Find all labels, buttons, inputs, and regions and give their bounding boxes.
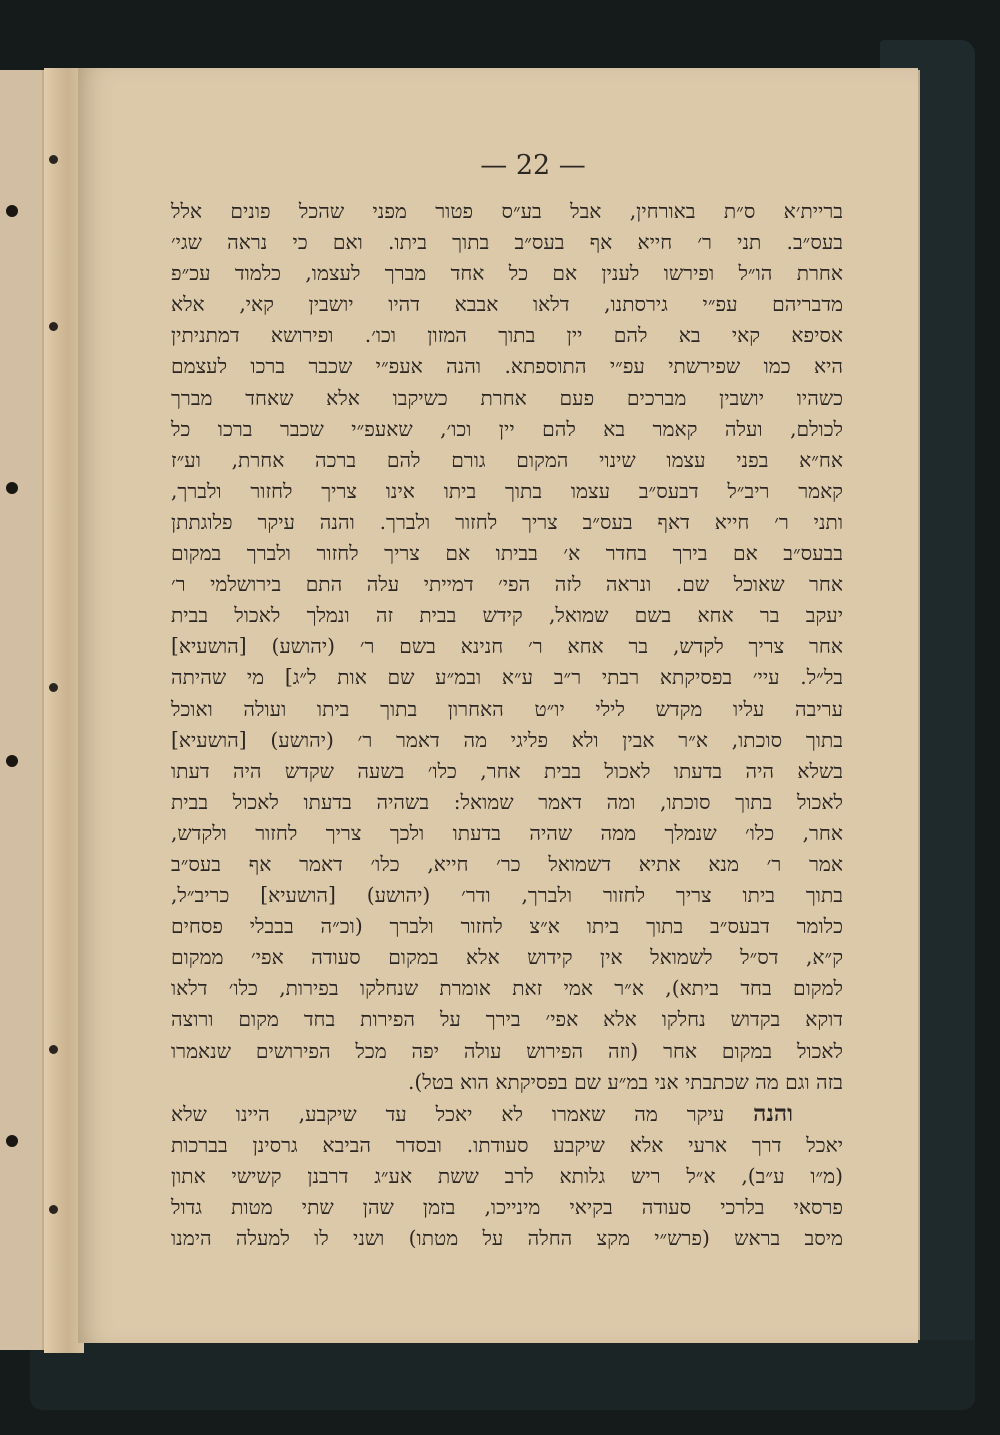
text-line: מיסב בראש (פרש״י מקצ החלה על מטתו) ושני לו למעלה הימנו [171, 1226, 843, 1251]
text-line: אח״א בפני עצמו שינוי המקום גורם להם ברכה אחרת, וע״ז [171, 447, 843, 472]
text-line: כלומר דבעס״ב בתוך ביתו א״צ לחזור ולברך (וכ״ה בבבלי פסחים [171, 914, 843, 939]
text-line: אמר ר׳ מנא אתיא דשמואל כר׳ חייא, כלו׳ דאמר אף בעס״ב [171, 851, 843, 876]
binding-stitch [49, 1045, 58, 1054]
text-line: ק״א, דס״ל לשמואל אין קידוש אלא במקום סעודה אפי׳ ממקום [171, 945, 843, 970]
paragraph-first-line [171, 1098, 843, 1130]
binding-hole [6, 205, 18, 217]
text-line: דוקא בקדוש נחלקו אלא אפי׳ בירך על הפירות בחד מקום ורוצה [171, 1007, 843, 1032]
text-line: בבעס״ב אם בירך בחדר א׳ בביתו אם צריך לחזור ולברך במקום [171, 541, 843, 566]
binding-stitch [49, 683, 58, 692]
text-line: למקום בחד ביתא), א״ר אמי זאת אומרת שנחלקו בפירות, כלו׳ דלאו [171, 976, 843, 1001]
text-line: (מ״ו ע״ב), א״ל ריש גלותא לרב ששת אע״ג דרבנן קשישי אתון [171, 1163, 843, 1188]
text-line: בתוך סוכתו, א״ר אבין ולא פליגי מה דאמר ר׳ (יהושע) [הושעיא] [171, 727, 843, 752]
binding-hole [6, 482, 18, 494]
text-line: כשהיו יושבין מברכים פעם אחרת כשיקבו אלא שאחד מברך [171, 385, 843, 410]
text-line: לאכול במקום אחר (וזה הפירוש עולה יפה מכל הפירושים שנאמרו [171, 1038, 843, 1063]
binding-hole [6, 755, 18, 767]
page-number: — 22 — [480, 150, 586, 181]
text-line: לאכול בתוך סוכתו, ומה דאמר שמואל: בשהיה בדעתו לאכול בבית [171, 789, 843, 814]
text-line: בשלא היה בדעתו לאכול בבית אחר, כלו׳ בשעה שקדש היה דעתו [171, 758, 843, 783]
text-line: בזה וגם מה שכתבתי אני במ״ע שם בפסיקתא הוא בטל). [407, 1069, 843, 1094]
text-line: מדבריהם עפ״י גירסתנו, דלאו אבבא דהיו יושבין קאי, אלא [171, 292, 843, 317]
text-line: בריית׳א ס״ת באורחין, אבל בע״ס פטור מפני שהכל פונים אלל [171, 199, 843, 223]
text-line: בל״ל. עיי׳ בפסיקתא רבתי ר״ב ע״א ובמ״ע שם אות ל״ג] מי שהיתה [171, 665, 843, 690]
text-line: יאכל דרך ארעי אלא שיקבע סעודתו. ובסדר הביבא גרסינן בברכות [171, 1132, 843, 1157]
text-line: קאמר ריב״ל דבעס״ב עצמו בתוך ביתו אינו צריך לחזור ולברך, [171, 478, 843, 503]
paragraph-first-line-text: עיקר מה שאמרו לא יאכל עד שיקבע, היינו שלא [171, 1101, 725, 1126]
text-line: אחר צריך לקדש, בר אחא ר׳ חנינא בשם ר׳ (יהושע) [הושעיא] [171, 634, 843, 659]
body-text [171, 196, 843, 1254]
binding-stitch [49, 322, 58, 331]
book-page [78, 68, 918, 1343]
text-line: אחר שאוכל שם. ונראה לזה הפי׳ דמייתי עלה התם בירושלמי ר׳ [171, 572, 843, 597]
binding-stitch [49, 1205, 58, 1214]
text-line: ותני ר׳ חייא דאף בעס״ב צריך לחזור ולברך. והנה עיקר פלוגתתן [171, 509, 843, 534]
text-line: אחרת הו״ל ופירשו לענין אם כל אחד מברך לעצמו, כלמוד עכ״פ [171, 261, 843, 286]
text-line: פרסאי בלרכי סעודה בקיאי מינייכו, בזמן שהן שתי מטות גדול [171, 1195, 843, 1219]
text-line: אסיפא קאי בא להם יין בתוך המזון וכו׳. ופירושא דמתניתין [171, 323, 843, 348]
book-cover-bottom-edge [30, 1340, 975, 1410]
paragraph-lead-word: והנה [753, 1099, 793, 1127]
text-line: היא כמו שפירשתי עפ״י התוספתא. והנה אעפ״י שכבר ברכו לעצמם [171, 354, 843, 379]
text-line: יעקב בר אחא בשם שמואל, קידש בבית זה ונמלך לאכול בבית [171, 603, 843, 628]
text-line: לכולם, ועלה קאמר בא להם יין וכו׳, שאעפ״י שכבר ברכו כל [171, 416, 843, 441]
text-line: בעס״ב. תני ר׳ חייא אף בעס״ב בתוך ביתו. ואם כי נראה שגי׳ [171, 230, 843, 255]
binding-hole [6, 1135, 18, 1147]
text-line: אחר, כלו׳ שנמלך ממה שהיה בדעתו ולכך צריך לחזור ולקדש, [171, 820, 843, 845]
binding-stitch [49, 155, 58, 164]
text-line: בתוך ביתו צריך לחזור ולברך, ודר׳ (יהושע) [הושעיא] כריב״ל, [171, 883, 843, 908]
text-line: עריבה עליו מקדש לילי יו״ט האחרון בתוך ביתו ועולה ואוכל [171, 696, 843, 721]
